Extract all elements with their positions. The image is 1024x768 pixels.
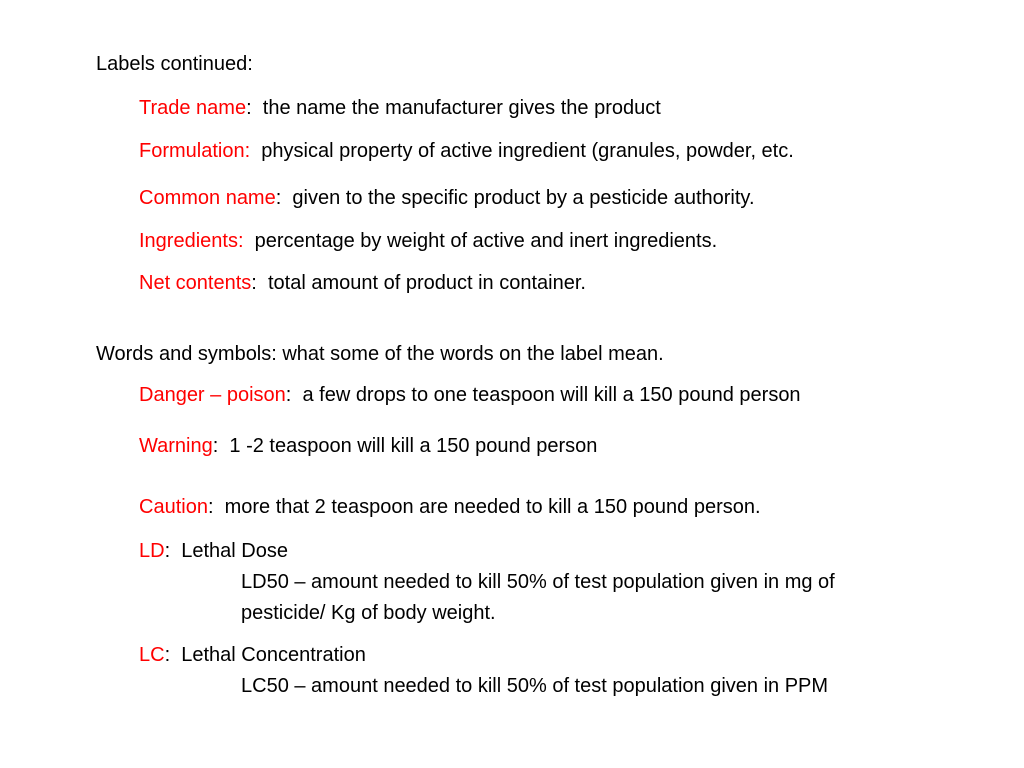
term-label: Danger – poison (139, 384, 286, 406)
term-label: Common name (139, 187, 276, 209)
definition-text: the name the manufacturer gives the product (262, 97, 661, 119)
ld50-description-line-2: pesticide/ Kg of body weight. (241, 602, 496, 624)
definition-formulation (139, 139, 794, 163)
separator: : (275, 187, 293, 209)
section-heading-words-symbols: Words and symbols: what some of the words on the label mean. (96, 343, 664, 365)
separator: : (251, 272, 268, 294)
separator: : (212, 435, 230, 457)
separator: : (164, 644, 182, 666)
definition-text: 1 -2 teaspoon will kill a 150 pound person (229, 435, 598, 457)
definition-text: Lethal Dose (181, 540, 288, 562)
separator: : (164, 540, 182, 562)
separator: : (246, 97, 263, 119)
definition-text: a few drops to one teaspoon will kill a 150 pound person (302, 384, 801, 406)
ld50-description-line-1: LD50 – amount needed to kill 50% of test population given in mg of (241, 571, 835, 593)
definition-danger-poison (139, 383, 801, 407)
term-label: Caution (139, 496, 208, 518)
separator: : (207, 496, 225, 518)
term-label: LC (139, 644, 165, 666)
definition-text: physical property of active ingredient (granules, powder, etc. (261, 140, 794, 162)
definition-trade-name (139, 96, 661, 120)
definition-text: given to the specific product by a pesticide authority. (292, 187, 755, 209)
definition-text: total amount of product in container. (267, 272, 586, 294)
separator (244, 230, 255, 252)
definition-caution (139, 495, 761, 519)
definition-ld (139, 539, 288, 563)
definition-net-contents (139, 271, 586, 295)
term-label: Net contents (139, 272, 252, 294)
term-label: Ingredients: (139, 230, 244, 252)
definition-text: Lethal Concentration (181, 644, 366, 666)
term-label: LD (139, 540, 165, 562)
definition-text: more that 2 teaspoon are needed to kill a 150 pound person. (224, 496, 761, 518)
section-heading-labels: Labels continued: (96, 53, 253, 75)
separator (250, 140, 261, 162)
term-label: Trade name (139, 97, 247, 119)
definition-warning (139, 434, 597, 458)
definition-ingredients (139, 229, 717, 253)
definition-lc (139, 643, 366, 667)
term-label: Formulation: (139, 140, 251, 162)
term-label: Warning (139, 435, 213, 457)
lc50-description-line-1: LC50 – amount needed to kill 50% of test population given in PPM (241, 675, 829, 697)
definition-text: percentage by weight of active and inert ingredients. (254, 230, 718, 252)
separator: : (285, 384, 303, 406)
definition-common-name (139, 186, 755, 210)
